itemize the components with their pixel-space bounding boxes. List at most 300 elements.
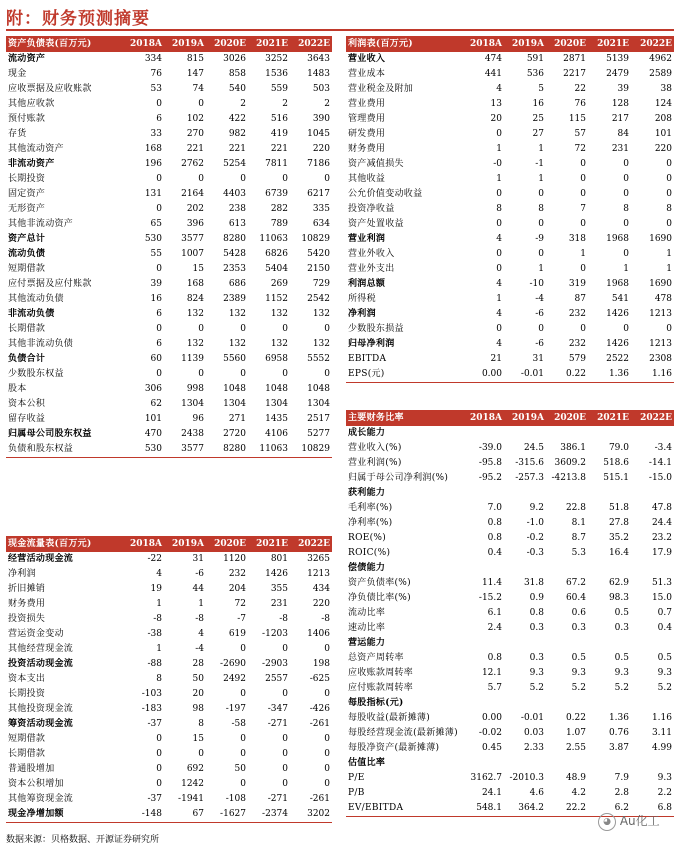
table-section-row [6,157,332,172]
table-section-row [346,277,674,292]
table-section-row [6,307,332,322]
cell-value: 269 [270,279,288,289]
title-divider [6,29,674,31]
row-label: P/B [348,788,365,798]
cell-value: 1048 [265,384,288,394]
row-label: 财务费用 [348,144,386,154]
cell-value: 6 [156,339,162,349]
cell-value: 232 [568,309,586,319]
cell-value: 0 [580,189,586,199]
cell-value [462,561,504,576]
cell-value: 65 [150,219,162,229]
row-label: 资本支出 [8,674,46,684]
table-row [346,456,674,471]
table-header-row [6,36,332,52]
cell-value: 0 [156,734,162,744]
cell-value: 16 [532,99,544,109]
cell-value: 2720 [223,429,246,439]
table-section-row [6,427,332,442]
cell-value: 10829 [290,442,332,458]
table-row [6,337,332,352]
cell-value: 8 [496,204,502,214]
cell-value: 0.8 [529,608,544,618]
table-section-row [6,807,332,823]
column-header: 2018A [462,36,504,52]
cell-value: 0 [240,174,246,184]
row-label: 其他流动资产 [8,144,64,154]
cell-value [462,636,504,651]
cell-value: -4 [535,294,544,304]
table-row [6,597,332,612]
cell-value: -197 [225,704,246,714]
cell-value: 217 [611,114,629,124]
cell-value: 0 [580,219,586,229]
cell-value: 57 [574,129,586,139]
cell-value: -426 [309,704,330,714]
row-label: 资产总计 [8,234,46,244]
cell-value: 220 [312,599,330,609]
table-row [346,157,674,172]
row-label: 总资产周转率 [348,653,404,663]
cell-value: 0 [240,644,246,654]
cell-value: 0 [580,159,586,169]
row-label: 其他流动负债 [8,294,64,304]
cell-value: 232 [568,339,586,349]
cell-value: 2164 [181,189,204,199]
row-label: ROIC(%) [348,548,391,558]
cell-value: 982 [228,129,246,139]
cell-value: 27.8 [608,518,629,528]
cell-value [462,426,504,441]
cell-value: 4 [156,569,162,579]
cell-value: -2374 [248,807,290,823]
cell-value: 2308 [649,354,672,364]
column-header: 2019A [504,410,546,426]
cell-value: 1 [666,249,672,259]
cell-value: 55 [150,249,162,259]
cell-value: 0 [156,764,162,774]
cell-value: 147 [186,69,204,79]
cell-value: 204 [228,584,246,594]
cell-value: 11.4 [481,578,502,588]
table-row [6,322,332,337]
cell-value [504,756,546,771]
row-label: 营业费用 [348,99,386,109]
row-label: 净利率(%) [348,518,393,528]
table-row [346,187,674,202]
row-label: 成长能力 [348,428,386,438]
table-section-row [6,232,332,247]
cell-value: 19 [150,584,162,594]
table-row [346,681,674,696]
table-row [6,627,332,642]
cell-value: 503 [312,84,330,94]
cell-value [504,561,546,576]
cell-value: 619 [228,629,246,639]
cell-value: -8 [195,614,204,624]
cell-value: 11063 [248,442,290,458]
cell-value: -0.02 [478,728,502,738]
cell-value: 0 [580,174,586,184]
row-label: 资本公积 [8,399,46,409]
cell-value: -625 [309,674,330,684]
row-label: 归属母公司股东权益 [8,429,92,439]
cell-value: -1941 [178,794,204,804]
cell-value: 1426 [265,569,288,579]
table-row [346,112,674,127]
cell-value: 5560 [223,354,246,364]
table-row [6,172,332,187]
table-section-row [346,636,674,651]
cell-value: 0 [282,369,288,379]
cell-value: 12.1 [481,668,502,678]
row-label: 所得税 [348,294,376,304]
row-label: 营运资金变动 [8,629,64,639]
table-row [346,741,674,756]
cell-value: 5.2 [657,683,672,693]
row-label: 非流动负债 [8,309,55,319]
cell-value: 3265 [307,554,330,564]
column-header: 2020E [546,410,588,426]
cell-value: 5420 [307,249,330,259]
cell-value: 559 [270,84,288,94]
column-header: 2021E [248,36,290,52]
row-label: 投资活动现金流 [8,659,74,669]
row-label: 应收账款周转率 [348,668,414,678]
cell-value: 8280 [206,442,248,458]
cell-value: 1.07 [565,728,586,738]
table-row [6,382,332,397]
cell-value: 1968 [606,234,629,244]
table-row [346,621,674,636]
row-label: 资产负债率(%) [348,578,411,588]
cell-value: 0 [156,324,162,334]
cell-value: -0 [493,159,502,169]
cell-value: 221 [228,144,246,154]
cell-value [631,486,674,501]
table-title: 主要财务比率 [346,410,462,426]
row-label: 投资损失 [8,614,46,624]
cell-value: 3252 [265,54,288,64]
row-label: EV/EBITDA [346,801,462,817]
cell-value: 8 [156,674,162,684]
row-label: 营业收入 [348,54,386,64]
cell-value: -0.3 [526,548,544,558]
cell-value: 7.0 [487,503,502,513]
cell-value: -58 [231,719,246,729]
column-header: 2020E [546,36,588,52]
cell-value: 0.8 [487,533,502,543]
cell-value: -2903 [262,659,288,669]
cell-value: 1 [580,249,586,259]
cell-value: 15 [192,264,204,274]
cell-value: 8 [538,204,544,214]
table-row [6,112,332,127]
table-row [6,762,332,777]
row-label: 无形资产 [8,204,46,214]
cell-value: 31 [532,354,544,364]
cell-value: 419 [270,129,288,139]
cell-value: 22 [574,84,586,94]
table-row [346,771,674,786]
cell-value: -257.3 [515,473,544,483]
cell-value: -271 [267,794,288,804]
cell-value: 0.8 [487,653,502,663]
cell-value: 132 [270,309,288,319]
table-section-row [6,552,332,567]
table-title: 利润表(百万元) [346,36,462,52]
table-row [6,97,332,112]
cell-value: 8.7 [571,533,586,543]
cell-value: 0 [198,174,204,184]
cell-value: 824 [186,294,204,304]
cell-value: 5404 [265,264,288,274]
table-row [346,591,674,606]
cell-value: 998 [186,384,204,394]
cell-value: 0 [580,324,586,334]
cell-value: 11063 [259,234,288,244]
cell-value: 1 [496,174,502,184]
row-label: 负债合计 [8,354,46,364]
cell-value: -4213.8 [551,473,586,483]
cell-value: 221 [270,144,288,154]
column-header: 2018A [122,536,164,552]
row-label: 资本公积增加 [8,779,64,789]
row-label: 其他筹资现金流 [8,794,74,804]
cell-value: 198 [312,659,330,669]
cell-value: 0 [156,749,162,759]
cell-value: 2762 [181,159,204,169]
cell-value: 20 [490,114,502,124]
cell-value: 4 [496,339,502,349]
cell-value: 0.45 [481,743,502,753]
table-row [346,217,674,232]
row-label: 财务费用 [8,599,46,609]
table-row [346,367,674,383]
cell-value: 31 [192,554,204,564]
cell-value: 6 [156,309,162,319]
cell-value: 0 [282,689,288,699]
cell-value: -261 [309,719,330,729]
cell-value: 72 [234,599,246,609]
cell-value [504,636,546,651]
table-row [346,67,674,82]
cell-value: 2.4 [487,623,502,633]
cell-value: 3026 [223,54,246,64]
cell-value: 132 [228,309,246,319]
cell-value: 0 [666,324,672,334]
cell-value: 4.99 [651,743,672,753]
cell-value: -15.2 [478,593,502,603]
table-row [6,412,332,427]
table-section-row [6,352,332,367]
cell-value: 2 [240,99,246,109]
cell-value: 858 [228,69,246,79]
row-label: 每股经营现金流(最新摊薄) [348,728,458,738]
cell-value: 33 [150,129,162,139]
cell-value: 39 [617,84,629,94]
cell-value: 613 [228,219,246,229]
cell-value: 0.4 [487,548,502,558]
cell-value: -0.2 [526,533,544,543]
row-label: 净负债比率(%) [348,593,411,603]
cell-value: -1203 [262,629,288,639]
cell-value: 102 [186,114,204,124]
cell-value: 422 [228,114,246,124]
row-label: 留存收益 [8,414,46,424]
cell-value: 1.36 [588,367,631,383]
cell-value: 801 [270,554,288,564]
table-row [6,142,332,157]
cell-value: 319 [568,279,586,289]
cell-value: 231 [611,144,629,154]
cell-value: 0.5 [614,608,629,618]
table-row [346,786,674,801]
cell-value: 6958 [265,354,288,364]
cell-value: -261 [309,794,330,804]
cell-value: 2479 [606,69,629,79]
cell-value: 0 [496,189,502,199]
column-header: 2019A [164,536,206,552]
cell-value: 23.2 [651,533,672,543]
cell-value: 3643 [307,54,330,64]
cell-value: -39.0 [478,443,502,453]
cell-value: 62.9 [608,578,629,588]
cell-value: 9.3 [657,668,672,678]
table-row [6,277,332,292]
table-row [346,651,674,666]
table-row [6,777,332,792]
cell-value: 1048 [307,384,330,394]
cell-value: -6 [535,309,544,319]
cell-value: 1.16 [631,367,674,383]
cell-value: 53 [150,84,162,94]
cell-value [588,696,631,711]
cell-value: -14.1 [648,458,672,468]
column-header: 2020E [206,36,248,52]
cell-value [588,426,631,441]
cell-value: 441 [484,69,502,79]
row-label: 毛利率(%) [348,503,393,513]
cell-value: 3577 [164,442,206,458]
cell-value: 4 [496,234,502,244]
cell-value: 1 [538,264,544,274]
cell-value: 168 [186,279,204,289]
row-label: 流动比率 [348,608,386,618]
column-header: 2022E [631,36,674,52]
cell-value: 0 [324,174,330,184]
row-label: 长期借款 [8,324,46,334]
cell-value: 0 [324,764,330,774]
table-section-row [6,247,332,262]
table-row [6,732,332,747]
cell-value: 591 [526,54,544,64]
cell-value: -88 [147,659,162,669]
cell-value: 0.00 [462,367,504,383]
cell-value: 0 [198,749,204,759]
cell-value: 132 [312,309,330,319]
cell-value: 1 [156,599,162,609]
cell-value: 0 [240,689,246,699]
cell-value: 0.7 [657,608,672,618]
cell-value: 8 [198,719,204,729]
cell-value [462,486,504,501]
row-label: 短期借款 [8,264,46,274]
table-section-row [346,426,674,441]
cell-value: 0.22 [546,367,588,383]
row-label: 归母净利润 [348,339,395,349]
cell-value: 6.2 [588,801,631,817]
row-label: 其他非流动资产 [8,219,74,229]
cell-value: 28 [192,659,204,669]
cell-value: 67 [164,807,206,823]
row-label: 每股指标(元) [348,698,404,708]
cell-value: 2.33 [523,743,544,753]
cell-value: 16.4 [608,548,629,558]
cell-value: 1007 [181,249,204,259]
cell-value: 540 [228,84,246,94]
column-header: 2021E [248,536,290,552]
cell-value: 7186 [307,159,330,169]
cell-value: 0.9 [529,593,544,603]
table-row [346,247,674,262]
cell-value: 434 [312,584,330,594]
cell-value: 115 [568,114,586,124]
cell-value: 0 [666,219,672,229]
cell-value: 0.6 [571,608,586,618]
cell-value: 98 [192,704,204,714]
cell-value: 5139 [606,54,629,64]
table-row [346,202,674,217]
row-label: 其他投资现金流 [8,704,74,714]
cell-value: 1968 [606,279,629,289]
table-row [346,726,674,741]
cell-value: 0 [496,324,502,334]
row-label: 普通股增加 [8,764,55,774]
row-label: 公允价值变动收益 [348,189,423,199]
column-header: 2022E [290,536,332,552]
row-label: 应收票据及应收账款 [8,84,92,94]
cell-value: 1690 [649,234,672,244]
cell-value: 2492 [223,674,246,684]
row-label: 存货 [8,129,27,139]
row-label: 其他非流动负债 [8,339,74,349]
row-label: 营业外收入 [348,249,395,259]
cell-value: 132 [312,339,330,349]
cell-value: -22 [147,554,162,564]
cell-value: -8 [279,614,288,624]
cell-value: 0.3 [614,623,629,633]
cell-value: 0.8 [487,518,502,528]
table-row [346,711,674,726]
table-row [6,612,332,627]
cell-value: 0 [282,749,288,759]
cell-value: 128 [611,99,629,109]
logo-text: Au化工 [619,814,660,828]
cell-value: 5.7 [487,683,502,693]
cell-value: 1406 [307,629,330,639]
cell-value: 44 [192,584,204,594]
table-row [346,501,674,516]
cell-value: 51.3 [651,578,672,588]
cell-value: 1304 [181,399,204,409]
cell-value: 2150 [307,264,330,274]
row-label: 偿债能力 [348,563,386,573]
cell-value: 1213 [649,339,672,349]
cell-value [504,426,546,441]
cell-value: 729 [312,279,330,289]
cell-value: 530 [122,442,164,458]
